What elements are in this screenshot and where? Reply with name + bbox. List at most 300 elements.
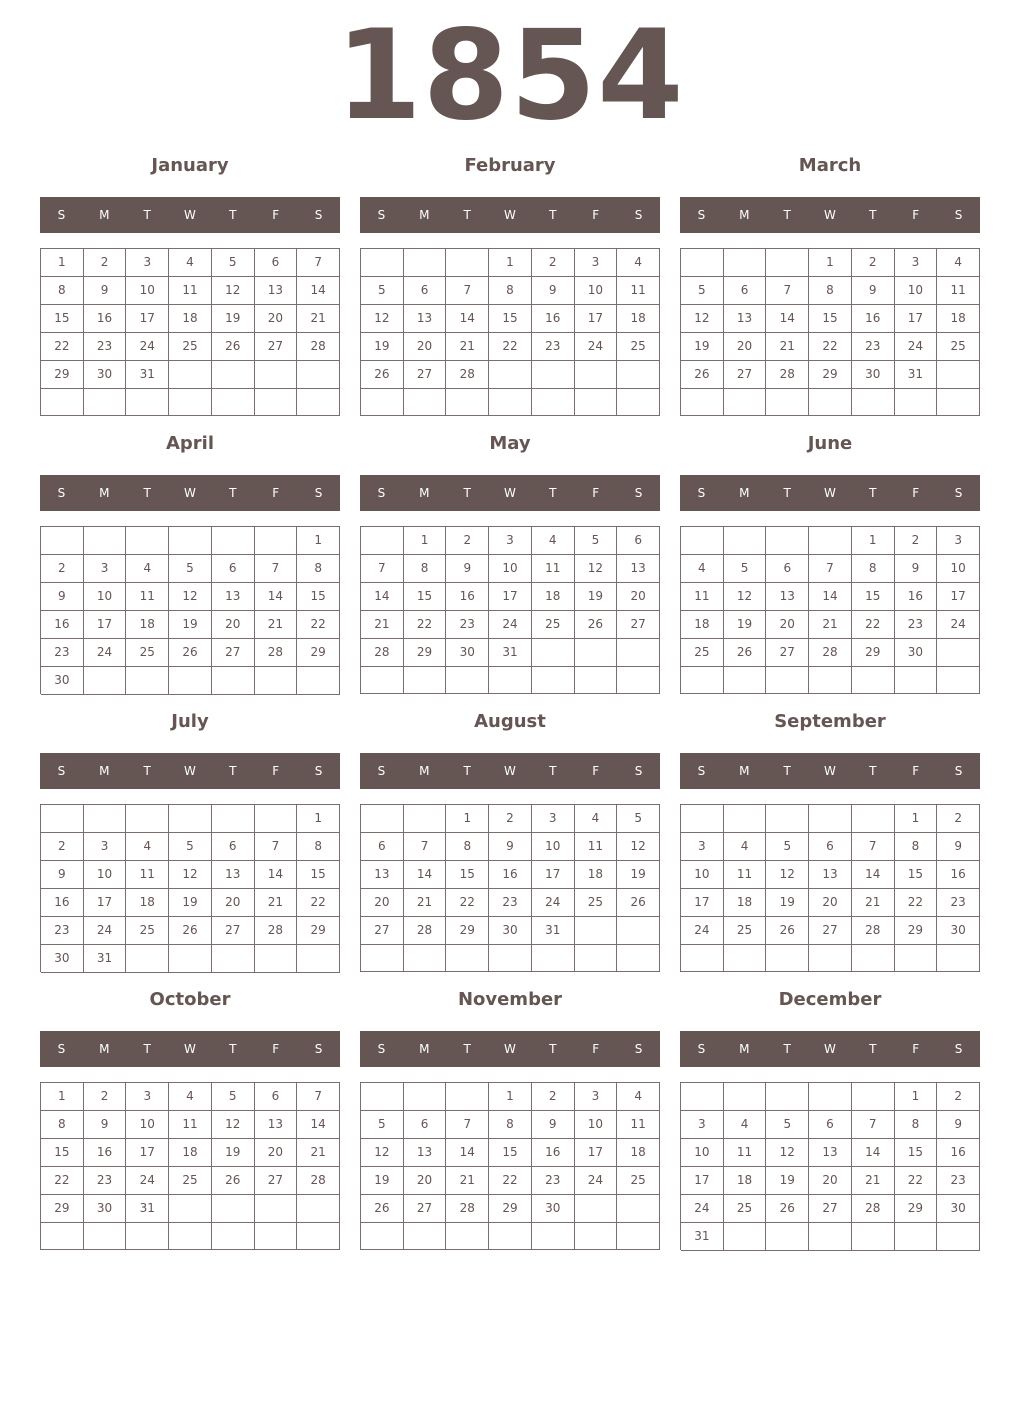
empty-day-cell [297, 389, 340, 416]
weekday-label: M [419, 486, 430, 500]
day-cell: 9 [937, 1111, 980, 1139]
day-cell: 6 [766, 555, 809, 583]
day-cell: 22 [489, 333, 532, 361]
day-cell: 8 [297, 833, 340, 861]
day-cell: 18 [724, 889, 767, 917]
day-cell: 13 [404, 305, 447, 333]
day-cell: 6 [255, 1083, 298, 1111]
empty-day-cell [617, 1223, 660, 1250]
day-cell: 4 [126, 555, 169, 583]
day-cell: 16 [532, 1139, 575, 1167]
empty-day-cell [489, 389, 532, 416]
day-cell: 26 [361, 1195, 404, 1223]
day-cell: 25 [681, 639, 724, 667]
day-cell: 25 [169, 333, 212, 361]
day-cell: 7 [297, 1083, 340, 1111]
day-cell: 4 [724, 1111, 767, 1139]
day-cell: 11 [724, 861, 767, 889]
day-cell: 24 [681, 917, 724, 945]
day-cell: 16 [41, 889, 84, 917]
day-cell: 27 [617, 611, 660, 639]
day-cell: 26 [766, 1195, 809, 1223]
empty-day-cell [489, 945, 532, 972]
month-title: November [457, 989, 563, 1010]
day-cell: 5 [575, 527, 618, 555]
empty-day-cell [255, 805, 298, 833]
day-cell: 9 [446, 555, 489, 583]
day-cell: 13 [212, 583, 255, 611]
day-cell: 29 [41, 1195, 84, 1223]
day-cell: 11 [937, 277, 980, 305]
empty-day-cell [404, 1083, 447, 1111]
day-cell: 1 [404, 527, 447, 555]
day-grid [360, 526, 660, 694]
day-cell: 31 [895, 361, 938, 389]
day-cell: 31 [84, 945, 127, 973]
day-cell: 18 [724, 1167, 767, 1195]
day-cell: 16 [852, 305, 895, 333]
day-cell: 2 [84, 1083, 127, 1111]
day-cell: 25 [724, 1195, 767, 1223]
day-cell: 2 [489, 805, 532, 833]
weekday-label: S [697, 486, 706, 500]
day-cell: 2 [41, 555, 84, 583]
day-cell: 28 [297, 1167, 340, 1195]
weekday-header [40, 475, 340, 511]
day-cell: 6 [404, 277, 447, 305]
weekday-label: S [57, 208, 66, 222]
weekday-header [680, 1031, 980, 1067]
day-cell: 6 [361, 833, 404, 861]
day-cell: 29 [297, 639, 340, 667]
day-cell: 15 [404, 583, 447, 611]
day-cell: 2 [532, 249, 575, 277]
empty-day-cell [766, 249, 809, 277]
day-cell: 30 [446, 639, 489, 667]
day-cell: 6 [404, 1111, 447, 1139]
day-cell: 26 [169, 917, 212, 945]
empty-day-cell [724, 249, 767, 277]
day-cell: 22 [404, 611, 447, 639]
empty-day-cell [681, 1083, 724, 1111]
day-cell: 16 [937, 1139, 980, 1167]
weekday-label: T [463, 208, 471, 222]
empty-day-cell [809, 1223, 852, 1251]
day-grid [680, 1082, 980, 1250]
day-cell: 16 [84, 305, 127, 333]
weekday-label: S [634, 208, 643, 222]
day-cell: 1 [41, 1083, 84, 1111]
empty-day-cell [766, 527, 809, 555]
weekday-header [40, 1031, 340, 1067]
day-cell: 17 [895, 305, 938, 333]
weekday-label: F [592, 764, 600, 778]
day-cell: 22 [852, 611, 895, 639]
empty-day-cell [766, 1083, 809, 1111]
day-cell: 21 [766, 333, 809, 361]
day-cell: 1 [489, 249, 532, 277]
empty-day-cell [809, 527, 852, 555]
empty-day-cell [361, 667, 404, 694]
day-cell: 12 [212, 277, 255, 305]
day-cell: 18 [575, 861, 618, 889]
weekday-header [360, 753, 660, 789]
day-cell: 21 [404, 889, 447, 917]
day-cell: 1 [297, 805, 340, 833]
day-cell: 7 [809, 555, 852, 583]
day-cell: 23 [937, 1167, 980, 1195]
empty-day-cell [489, 667, 532, 694]
day-cell: 7 [404, 833, 447, 861]
day-cell: 28 [809, 639, 852, 667]
empty-day-cell [532, 667, 575, 694]
empty-day-cell [255, 945, 298, 973]
day-cell: 7 [446, 1111, 489, 1139]
day-cell: 25 [617, 333, 660, 361]
day-cell: 3 [84, 833, 127, 861]
empty-day-cell [852, 1083, 895, 1111]
weekday-label: F [912, 208, 920, 222]
empty-day-cell [766, 945, 809, 972]
weekday-label: T [869, 764, 877, 778]
day-grid [680, 526, 980, 694]
weekday-header [40, 197, 340, 233]
empty-day-cell [937, 389, 980, 416]
day-cell: 27 [404, 1195, 447, 1223]
day-cell: 30 [489, 917, 532, 945]
day-cell: 12 [681, 305, 724, 333]
day-cell: 29 [41, 361, 84, 389]
empty-day-cell [212, 1223, 255, 1250]
day-cell: 2 [532, 1083, 575, 1111]
day-cell: 6 [212, 833, 255, 861]
weekday-label: T [783, 1042, 791, 1056]
weekday-label: M [739, 486, 750, 500]
empty-day-cell [575, 1223, 618, 1250]
day-cell: 21 [297, 305, 340, 333]
day-cell: 18 [169, 305, 212, 333]
weekday-label: S [954, 486, 963, 500]
day-cell: 27 [255, 1167, 298, 1195]
empty-day-cell [809, 389, 852, 416]
day-cell: 20 [809, 1167, 852, 1195]
day-cell: 27 [361, 917, 404, 945]
day-cell: 30 [895, 639, 938, 667]
weekday-label: S [377, 208, 386, 222]
empty-day-cell [681, 389, 724, 416]
empty-day-cell [361, 527, 404, 555]
empty-day-cell [895, 1223, 938, 1251]
empty-day-cell [766, 805, 809, 833]
day-cell: 19 [361, 1167, 404, 1195]
month-title: July [171, 711, 209, 732]
weekday-label: F [912, 1042, 920, 1056]
day-cell: 8 [404, 555, 447, 583]
day-cell: 18 [937, 305, 980, 333]
day-cell: 2 [937, 805, 980, 833]
month-title: September [774, 711, 886, 732]
empty-day-cell [126, 805, 169, 833]
day-cell: 23 [895, 611, 938, 639]
empty-day-cell [617, 639, 660, 667]
day-cell: 23 [532, 1167, 575, 1195]
day-cell: 30 [937, 1195, 980, 1223]
weekday-label: F [272, 486, 280, 500]
empty-day-cell [766, 667, 809, 694]
day-cell: 11 [532, 555, 575, 583]
weekday-label: S [697, 764, 706, 778]
empty-day-cell [937, 361, 980, 389]
empty-day-cell [809, 1083, 852, 1111]
day-cell: 5 [681, 277, 724, 305]
empty-day-cell [255, 1195, 298, 1223]
empty-day-cell [852, 667, 895, 694]
day-cell: 23 [84, 1167, 127, 1195]
weekday-label: T [143, 486, 151, 500]
empty-day-cell [575, 389, 618, 416]
empty-day-cell [724, 527, 767, 555]
day-cell: 28 [297, 333, 340, 361]
empty-day-cell [809, 945, 852, 972]
empty-day-cell [361, 1083, 404, 1111]
day-cell: 16 [532, 305, 575, 333]
day-cell: 13 [404, 1139, 447, 1167]
day-cell: 20 [809, 889, 852, 917]
day-cell: 11 [126, 861, 169, 889]
weekday-header [680, 475, 980, 511]
empty-day-cell [681, 527, 724, 555]
day-cell: 3 [681, 1111, 724, 1139]
day-cell: 15 [489, 1139, 532, 1167]
day-cell: 10 [895, 277, 938, 305]
weekday-label: T [869, 486, 877, 500]
day-cell: 8 [489, 1111, 532, 1139]
day-cell: 1 [489, 1083, 532, 1111]
day-cell: 20 [255, 1139, 298, 1167]
day-cell: 4 [169, 1083, 212, 1111]
day-cell: 25 [937, 333, 980, 361]
day-cell: 8 [41, 277, 84, 305]
weekday-label: W [504, 1042, 516, 1056]
day-cell: 21 [255, 889, 298, 917]
weekday-label: M [739, 208, 750, 222]
day-cell: 4 [126, 833, 169, 861]
weekday-label: F [272, 764, 280, 778]
day-cell: 2 [852, 249, 895, 277]
day-grid [360, 1082, 660, 1250]
weekday-label: S [377, 764, 386, 778]
day-cell: 17 [126, 305, 169, 333]
weekday-label: S [57, 764, 66, 778]
weekday-label: S [697, 1042, 706, 1056]
empty-day-cell [41, 527, 84, 555]
day-cell: 3 [895, 249, 938, 277]
day-cell: 13 [766, 583, 809, 611]
empty-day-cell [617, 361, 660, 389]
empty-day-cell [895, 945, 938, 972]
day-cell: 14 [446, 305, 489, 333]
day-cell: 12 [617, 833, 660, 861]
day-cell: 11 [169, 1111, 212, 1139]
empty-day-cell [724, 945, 767, 972]
empty-day-cell [575, 667, 618, 694]
day-cell: 9 [532, 1111, 575, 1139]
day-grid [40, 1082, 340, 1250]
empty-day-cell [852, 1223, 895, 1251]
day-cell: 28 [404, 917, 447, 945]
day-cell: 7 [852, 833, 895, 861]
empty-day-cell [126, 667, 169, 695]
day-cell: 27 [212, 917, 255, 945]
empty-day-cell [297, 1223, 340, 1250]
empty-day-cell [84, 389, 127, 416]
day-cell: 4 [617, 1083, 660, 1111]
empty-day-cell [361, 805, 404, 833]
empty-day-cell [617, 1195, 660, 1223]
empty-day-cell [937, 1223, 980, 1251]
day-cell: 18 [617, 1139, 660, 1167]
day-cell: 11 [575, 833, 618, 861]
day-cell: 27 [404, 361, 447, 389]
day-cell: 21 [852, 1167, 895, 1195]
day-cell: 23 [41, 917, 84, 945]
weekday-header [680, 197, 980, 233]
day-cell: 29 [852, 639, 895, 667]
empty-day-cell [489, 1223, 532, 1250]
empty-day-cell [169, 667, 212, 695]
day-cell: 18 [617, 305, 660, 333]
day-cell: 23 [446, 611, 489, 639]
day-cell: 24 [575, 1167, 618, 1195]
empty-day-cell [681, 249, 724, 277]
weekday-label: T [783, 208, 791, 222]
weekday-label: T [229, 1042, 237, 1056]
empty-day-cell [255, 389, 298, 416]
day-cell: 31 [489, 639, 532, 667]
day-cell: 22 [895, 889, 938, 917]
day-cell: 14 [852, 861, 895, 889]
day-cell: 23 [41, 639, 84, 667]
empty-day-cell [212, 945, 255, 973]
weekday-label: M [99, 764, 110, 778]
day-cell: 8 [489, 277, 532, 305]
empty-day-cell [169, 361, 212, 389]
empty-day-cell [724, 1083, 767, 1111]
empty-day-cell [404, 249, 447, 277]
weekday-label: T [549, 764, 557, 778]
day-cell: 23 [532, 333, 575, 361]
day-cell: 6 [212, 555, 255, 583]
day-cell: 7 [766, 277, 809, 305]
day-cell: 9 [489, 833, 532, 861]
day-cell: 6 [255, 249, 298, 277]
weekday-label: S [697, 208, 706, 222]
day-cell: 8 [852, 555, 895, 583]
day-cell: 23 [84, 333, 127, 361]
weekday-label: S [954, 208, 963, 222]
day-cell: 6 [617, 527, 660, 555]
day-cell: 21 [446, 333, 489, 361]
day-cell: 28 [852, 1195, 895, 1223]
day-cell: 13 [212, 861, 255, 889]
day-cell: 13 [361, 861, 404, 889]
day-cell: 19 [212, 1139, 255, 1167]
day-cell: 18 [126, 889, 169, 917]
day-cell: 3 [489, 527, 532, 555]
empty-day-cell [212, 805, 255, 833]
weekday-label: S [634, 1042, 643, 1056]
day-cell: 11 [169, 277, 212, 305]
day-cell: 18 [126, 611, 169, 639]
weekday-label: M [99, 208, 110, 222]
weekday-label: F [912, 486, 920, 500]
day-cell: 28 [852, 917, 895, 945]
day-cell: 20 [404, 1167, 447, 1195]
empty-day-cell [212, 389, 255, 416]
day-cell: 25 [617, 1167, 660, 1195]
day-cell: 3 [937, 527, 980, 555]
day-cell: 27 [255, 333, 298, 361]
day-cell: 22 [446, 889, 489, 917]
day-cell: 27 [809, 917, 852, 945]
day-cell: 19 [724, 611, 767, 639]
day-cell: 3 [575, 1083, 618, 1111]
weekday-label: T [783, 486, 791, 500]
day-cell: 30 [41, 945, 84, 973]
day-cell: 12 [361, 305, 404, 333]
day-cell: 17 [532, 861, 575, 889]
day-cell: 3 [681, 833, 724, 861]
weekday-label: W [504, 208, 516, 222]
empty-day-cell [126, 1223, 169, 1250]
day-cell: 21 [361, 611, 404, 639]
day-cell: 16 [895, 583, 938, 611]
weekday-label: S [954, 764, 963, 778]
day-cell: 15 [809, 305, 852, 333]
weekday-header [360, 197, 660, 233]
day-cell: 16 [41, 611, 84, 639]
day-cell: 31 [681, 1223, 724, 1251]
empty-day-cell [255, 1223, 298, 1250]
empty-day-cell [404, 667, 447, 694]
empty-day-cell [404, 1223, 447, 1250]
day-cell: 17 [489, 583, 532, 611]
weekday-header [360, 475, 660, 511]
weekday-label: M [419, 208, 430, 222]
empty-day-cell [766, 389, 809, 416]
day-cell: 14 [361, 583, 404, 611]
day-cell: 4 [532, 527, 575, 555]
day-cell: 8 [809, 277, 852, 305]
day-cell: 14 [404, 861, 447, 889]
empty-day-cell [809, 667, 852, 694]
day-cell: 12 [766, 1139, 809, 1167]
empty-day-cell [169, 527, 212, 555]
day-cell: 17 [937, 583, 980, 611]
day-cell: 30 [852, 361, 895, 389]
weekday-label: W [504, 764, 516, 778]
empty-day-cell [532, 639, 575, 667]
weekday-label: S [314, 764, 323, 778]
weekday-label: S [954, 1042, 963, 1056]
day-cell: 19 [212, 305, 255, 333]
day-cell: 10 [84, 583, 127, 611]
day-cell: 20 [361, 889, 404, 917]
day-cell: 13 [724, 305, 767, 333]
day-cell: 14 [255, 861, 298, 889]
empty-day-cell [169, 945, 212, 973]
empty-day-cell [404, 805, 447, 833]
